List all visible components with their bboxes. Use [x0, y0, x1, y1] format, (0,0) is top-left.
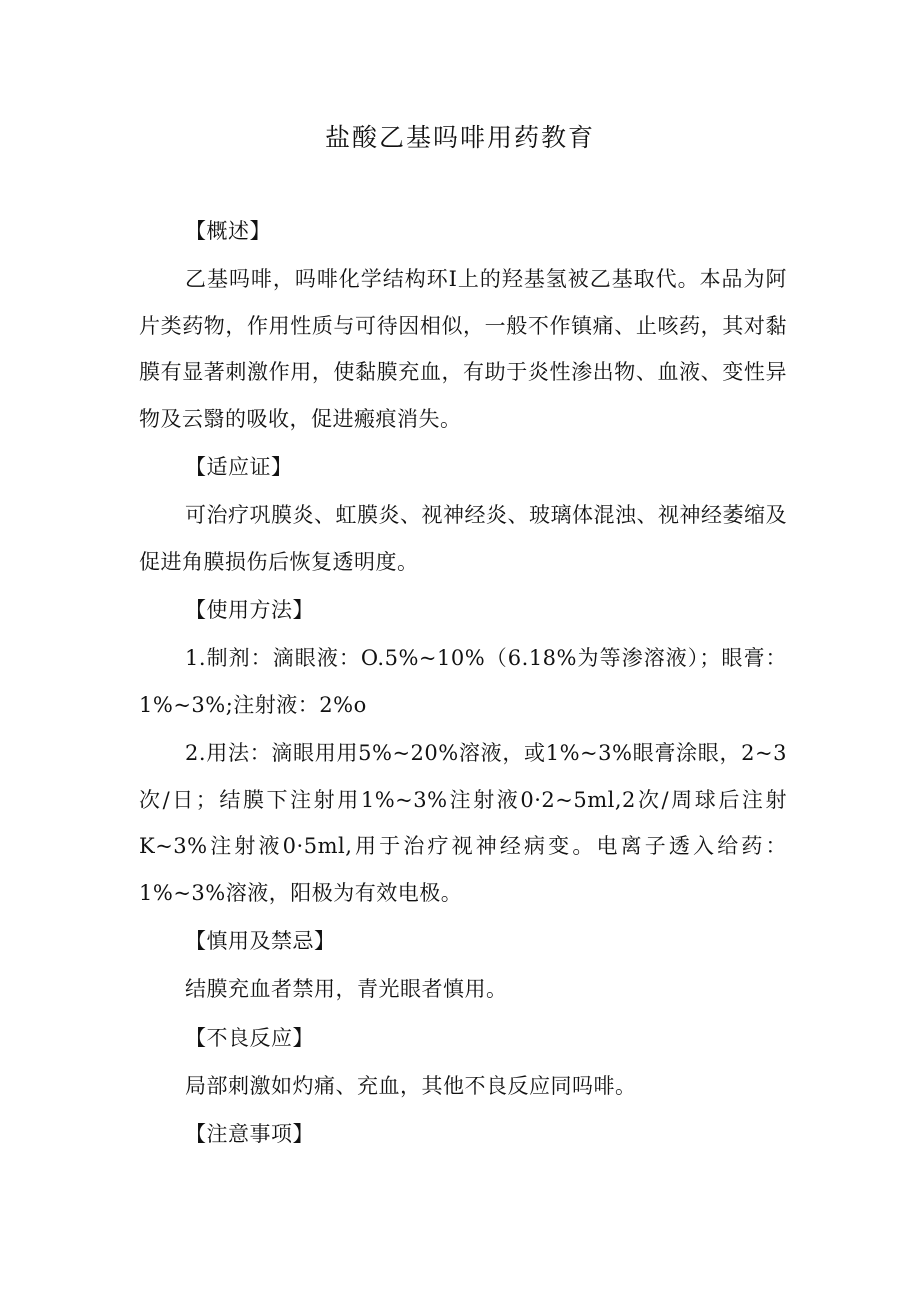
document-body: [139, 208, 787, 1159]
section-heading-cautions: 【慎用及禁忌】: [185, 929, 336, 953]
overview-paragraph: 乙基吗啡，吗啡化学结构环I上的羟基氢被乙基取代。本品为阿片类药物，作用性质与可待因相似，一般不作镇痛、止咳药，其对黏膜有显著刺激作用，使黏膜充血，有助于炎性渗出物、血液、变性异物及云翳的吸收，促进瘢痕消失。: [139, 267, 787, 431]
usage-method-paragraph: 2.用法：滴眼用用5%~20%溶液，或1%~3%眼膏涂眼，2~3次/日；结膜下注射用1%~3%注射液0·2~5ml,2次/周球后注射K~3%注射液0·5ml,用于治疗视神经病变。电离子透入给药：1%~3%溶液，阳极为有效电极。: [139, 741, 787, 905]
document-title: 盐酸乙基吗啡用药教育: [324, 123, 595, 152]
section-heading-adverse-reactions: 【不良反应】: [185, 1025, 314, 1050]
indications-paragraph: 可治疗巩膜炎、虹膜炎、视神经炎、玻璃体混浊、视神经萎缩及促进角膜损伤后恢复透明度。: [139, 503, 787, 574]
cautions-paragraph: 结膜充血者禁用，青光眼者慎用。: [185, 977, 508, 1001]
section-heading-usage: 【使用方法】: [185, 598, 314, 622]
adverse-reactions-paragraph: 局部刺激如灼痛、充血，其他不良反应同吗啡。: [185, 1073, 637, 1098]
section-heading-indications: 【适应证】: [185, 455, 293, 479]
usage-preparation-paragraph: 1.制剂：滴眼液：O.5%~10%（6.18%为等渗溶液）；眼膏：1%~3%;注射液：2%o: [139, 646, 787, 717]
section-heading-notes: 【注意事项】: [185, 1122, 314, 1146]
section-heading-overview: 【概述】: [185, 219, 271, 243]
